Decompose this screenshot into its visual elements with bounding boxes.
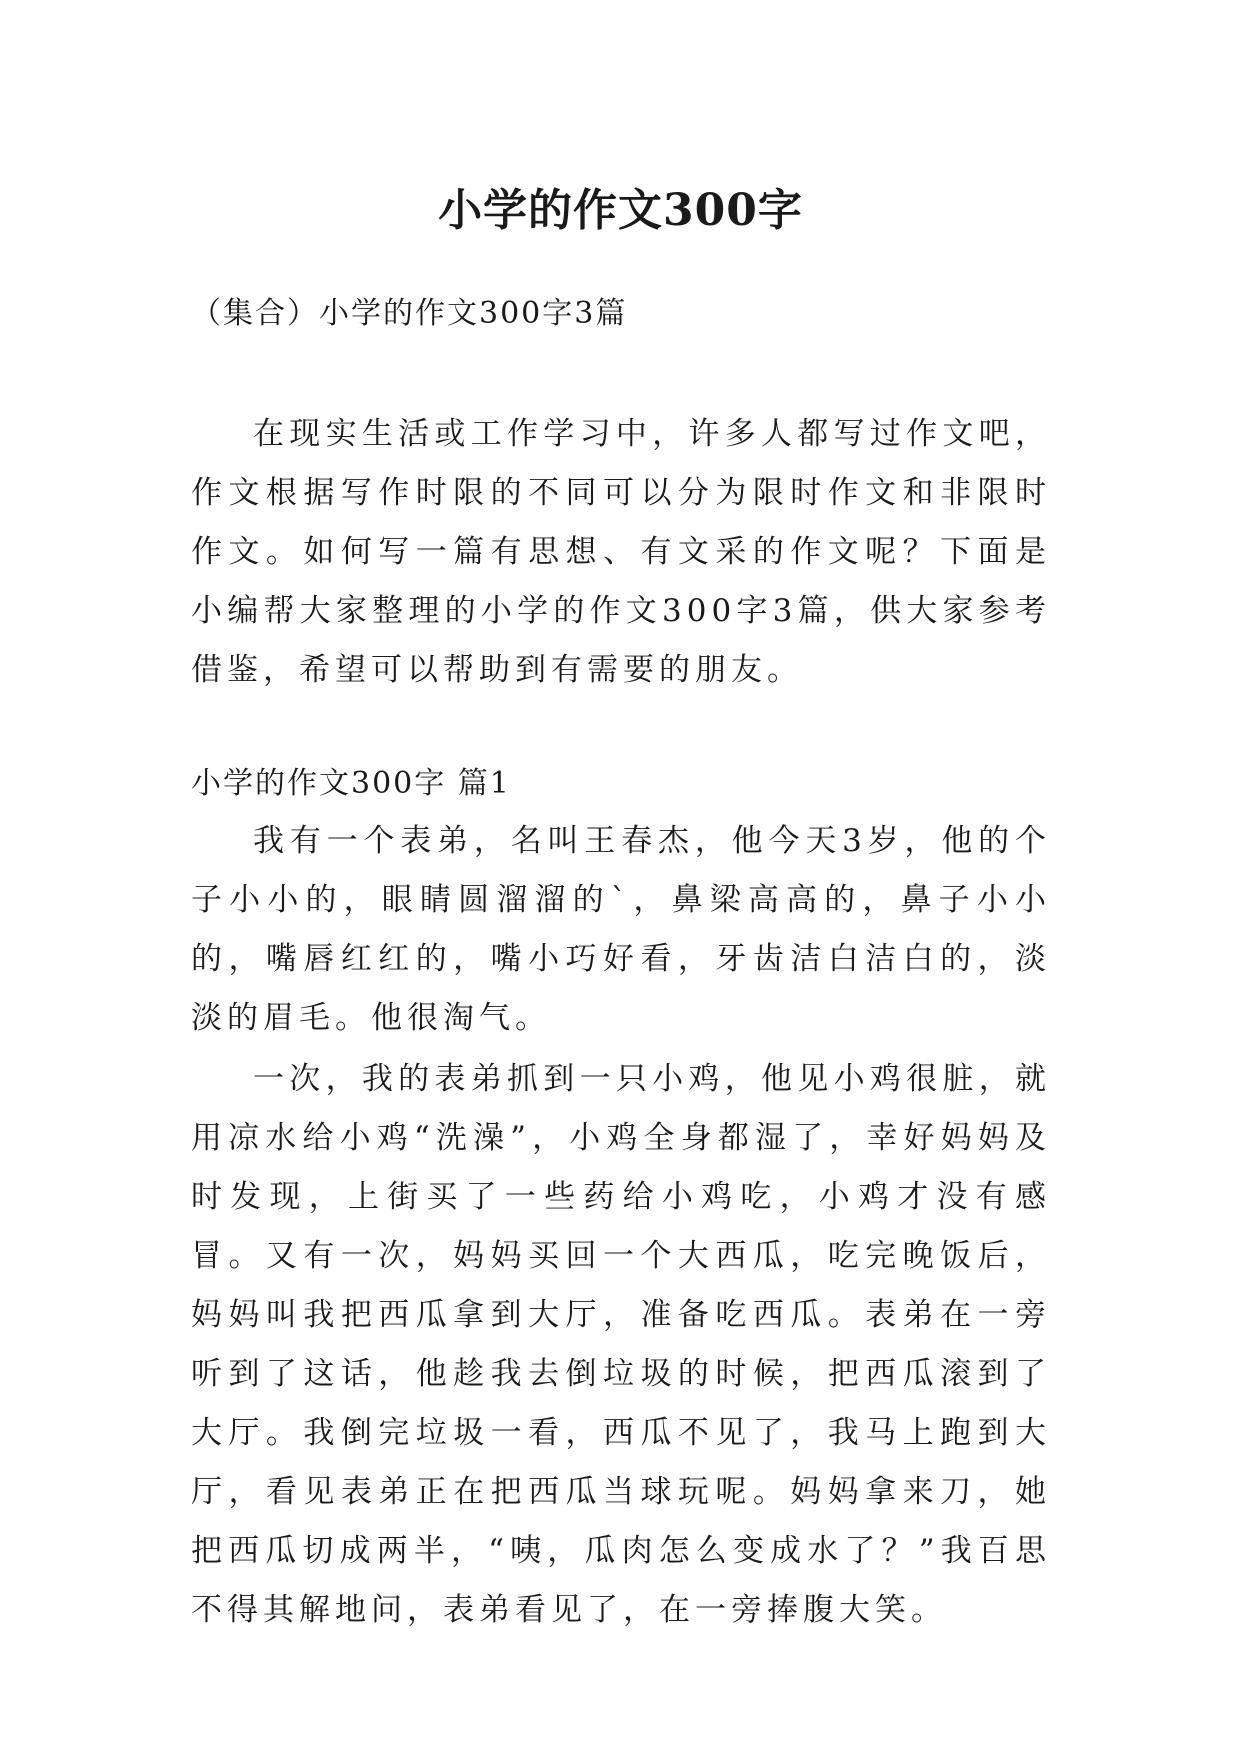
intro-paragraph: 在现实生活或工作学习中，许多人都写过作文吧，作文根据写作时限的不同可以分为限时作文和非限时作文。如何写一篇有思想、有文采的作文呢？下面是小编帮大家整理的小学的作文300字3篇，供大家参考借鉴，希望可以帮助到有需要的朋友。 bbox=[191, 416, 1051, 688]
body-paragraph: 一次，我的表弟抓到一只小鸡，他见小鸡很脏，就用凉水给小鸡“洗澡”，小鸡全身都湿了，幸好妈妈及时发现，上街买了一些药给小鸡吃，小鸡才没有感冒。又有一次，妈妈买回一个大西瓜，吃完晚饭后，妈妈叫我把西瓜拿到大厅，准备吃西瓜。表弟在一旁听到了这话，他趁我去倒垃圾的时候，把西瓜滚到了大厅。我倒完垃圾一看，西瓜不见了，我马上跑到大厅，看见表弟正在把西瓜当球玩呢。妈妈拿来刀，她把西瓜切成两半，“咦，瓜肉怎么变成水了？”我百思不得其解地问，表弟看见了，在一旁捧腹大笑。 bbox=[191, 1061, 1051, 1628]
document-subtitle: （集合）小学的作文300字3篇 bbox=[191, 296, 628, 331]
body-paragraph: 我有一个表弟，名叫王春杰，他今天3岁，他的个子小小的，眼睛圆溜溜的`，鼻梁高高的，鼻子小小的，嘴唇红红的，嘴小巧好看，牙齿洁白洁白的，淡淡的眉毛。他很淘气。 bbox=[191, 823, 1051, 1036]
page-title: 小学的作文300字 bbox=[438, 185, 803, 237]
section-heading: 小学的作文300字 篇1 bbox=[191, 766, 511, 801]
